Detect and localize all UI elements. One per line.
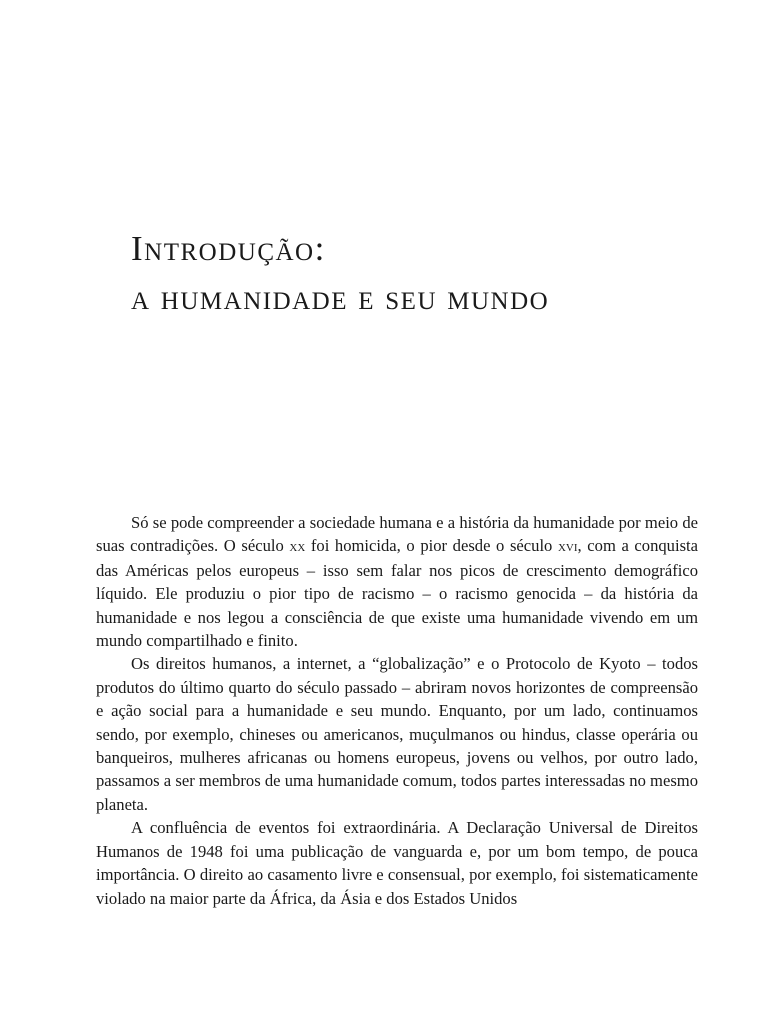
paragraph-1-text: foi homicida, o pior desde o século [305,536,558,556]
paragraph-2: Os direitos humanos, a internet, a “globalização” e o Protocolo de Kyoto – todos produtos do último quarto do século passado – abriram novos horizontes de compreensão e ação social para a humanidade e seu mundo. Enquanto, por um lado, continuamos sendo, por exemplo, chineses ou americanos, muçulmanos ou hindus, classe operária ou banqueiros, mulheres africanas ou homens europeus, jovens ou velhos, por outro lado, passamos a ser membros de uma humanidade comum, todos partes interessadas no mesmo planeta. [96,654,698,814]
century-numeral-xvi: xvi [557,538,578,556]
paragraph-1-text: , com a conquista das Américas pelos europeus – isso sem falar nos picos de crescimento demográfico líquido. Ele produziu o pior tipo de racismo – o racismo genocida – da história da humanidade e nos legou a consciência de que existe uma humanidade vivendo em um mundo compartilhado e finito. [96,536,699,651]
paragraph-1 [96,511,698,652]
chapter-subtitle: a humanidade e seu mundo [131,278,550,317]
body-text [96,511,698,910]
century-numeral-xx: xx [289,538,306,556]
chapter-title: Introdução: [131,229,326,268]
paragraph-1-text: Só se pode compreender a sociedade humana e a história da humanidade por meio de suas contradições. O século [96,513,698,556]
chapter-heading [131,224,691,320]
paragraph-3: A confluência de eventos foi extraordinária. A Declaração Universal de Direitos Humanos de 1948 foi uma publicação de vanguarda e, por um bom tempo, de pouca importância. O direito ao casamento livre e consensual, por exemplo, foi sistematicamente violado na maior parte da África, da Ásia e dos Estados Unidos [96,818,698,908]
